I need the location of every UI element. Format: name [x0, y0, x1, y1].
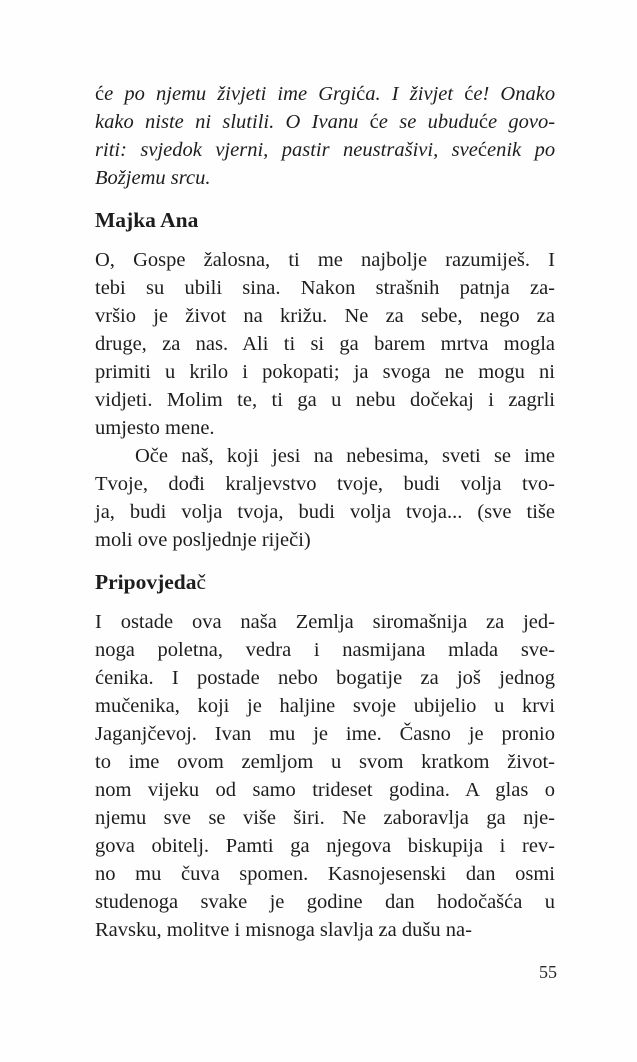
substituted-glyph: ć — [477, 139, 487, 161]
heading-text: Pripovjeda — [95, 570, 197, 594]
heading-text-light: č — [196, 570, 207, 594]
text-line: Ravsku, molitve i misnoga slavlja za dušu na- — [95, 919, 472, 941]
text-line: O, Gospe žalosna, ti me najbolje razumiješ. I — [95, 249, 555, 271]
text-line: kako niste ni slutili. O Ivanu će se ubuduće govo- — [95, 111, 556, 133]
text-line: ćenika. I postade nebo bogatije za još jednog — [95, 667, 555, 689]
text-line: Jaganjčevoj. Ivan mu je ime. Časno je pronio — [95, 723, 555, 745]
text-line: vidjeti. Molim te, ti ga u nebu dočekaj i zagrli — [95, 389, 555, 411]
text-line: studenoga svake je godine dan hodočašća u — [95, 891, 555, 913]
text-line: I ostade ova naša Zemlja siromašnija za jed- — [95, 611, 555, 633]
text-line: Tvoje, dođi kraljevstvo tvoje, budi volja tvo- — [95, 473, 555, 495]
text-line: ja, budi volja tvoja, budi volja tvoja... (sve tiše — [95, 501, 555, 523]
substituted-glyph: ć — [95, 83, 105, 105]
text-line: primiti u krilo i pokopati; ja svoga ne mogu ni — [95, 361, 555, 383]
text-line: gova obitelj. Pamti ga njegova biskupija i rev- — [95, 835, 555, 857]
text-line: Oče naš, koji jesi na nebesima, sveti se ime — [135, 445, 555, 467]
text-line: no mu čuva spomen. Kasnojesenski dan osmi — [95, 863, 555, 885]
text-line: riti: svjedok vjerni, pastir neustrašivi, svećenik po — [95, 139, 556, 161]
text-line: Božjemu srcu. — [95, 167, 211, 189]
text-line: nom vijeku od samo trideset godina. A glas o — [95, 779, 555, 801]
text-line: njemu sve se više širi. Ne zaboravlja ga nje- — [95, 807, 555, 829]
substituted-glyph: ć — [369, 111, 379, 133]
text-line: mučenika, koji je haljine svoje ubijelio u krvi — [95, 695, 555, 717]
text-line: će po njemu živjeti ime Grgića. I živjet će! Onako — [95, 83, 556, 105]
text-line: umjesto mene. — [95, 417, 215, 439]
text-line: tebi su ubili sina. Nakon strašnih patnja za- — [95, 277, 555, 299]
section-heading-pripovjedac — [95, 568, 555, 596]
heading-text: Majka Ana — [95, 208, 199, 232]
substituted-glyph: ć — [464, 83, 474, 105]
opening-paragraph — [95, 80, 555, 192]
substituted-glyph: ć — [356, 83, 366, 105]
text-line: vršio je život na križu. Ne za sebe, nego za — [95, 305, 555, 327]
section-heading-majka-ana — [95, 206, 555, 234]
paragraph — [95, 246, 555, 442]
text-line: noga poletna, vedra i nasmijana mlada sve- — [95, 639, 555, 661]
text-column — [95, 80, 555, 944]
substituted-glyph: ć — [478, 111, 488, 133]
paragraph — [95, 442, 555, 554]
text-line: druge, za nas. Ali ti si ga barem mrtva mogla — [95, 333, 555, 355]
page-number: 55 — [539, 962, 557, 982]
paragraph — [95, 608, 555, 944]
text-line: to ime ovom zemljom u svom kratkom život- — [95, 751, 555, 773]
text-line: moli ove posljednje riječi) — [95, 529, 311, 551]
